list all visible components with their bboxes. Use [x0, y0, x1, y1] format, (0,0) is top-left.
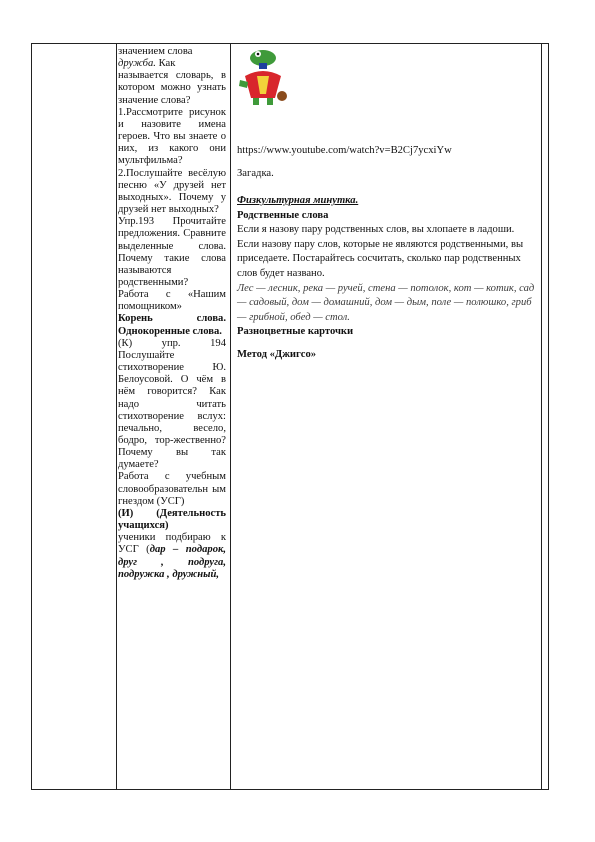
text-fragment: Как [155, 58, 176, 70]
word-pairs: Лес — лесник, река — ручей, стена — потолок, кот — котик, сад — садовый, дом — домашний, дом — дым, поле — полюшко, гриб — грибной, обед — стол. [237, 282, 535, 323]
riddle-label: Загадка. [237, 168, 274, 179]
physical-exercise-block [237, 194, 537, 340]
exercise-194: (К) упр. 194 Послушайте стихотворение Ю. Белоусовой. О чём в нём говорится? Как надо читать стихотворение вслух: печально, весело, бодро, тор-жественно? Почему вы так думаете? [118, 337, 226, 471]
root-heading: Корень слова. Однокоренные слова. [118, 313, 226, 337]
helper-work: Работа с «Нашим помощником» [118, 289, 226, 313]
text-line: называется словарь, в котором можно узнать значение слова? [118, 70, 226, 106]
student-activity: (И) (Деятельность учащихся) [118, 507, 226, 532]
exercise-instructions: Если я назову пару родственных слов, вы хлопаете в ладоши. Если назову пару слов, которые не являются родственными, вы приседаете. Постарайтесь сосчитать, сколько пар родственных слов будет названо. [237, 224, 524, 279]
related-words-title: Родственные слова [237, 209, 329, 221]
text-fragment: ученики подбираю к УСГ ( [118, 532, 226, 556]
crocodile-gena-illustration [235, 46, 291, 108]
usg-work: Работа с учебным словообразовательн ым гнездом (УСГ) [118, 471, 226, 507]
task-2: 2.Послушайте весёлую песню «У друзей нет выходных». Почему у друзей нет выходных? [118, 167, 226, 216]
jigsaw-method-label: Метод «Джигсо» [237, 349, 317, 360]
exercise-193: Упр.193 Прочитайте предложения. Сравните выделенные слова. Почему такие слова называются родственными? [118, 216, 226, 288]
physical-exercise-title: Физкультурная минутка. [237, 195, 359, 206]
activity-column [118, 46, 226, 581]
video-link[interactable]: https://www.youtube.com/watch?v=B2Cj7ycxiYw [237, 145, 452, 156]
word-druzhba: дружба. [118, 58, 156, 70]
column-divider [230, 44, 231, 789]
word-list: дар – подарок, друг , подруга, подружка , дружный, [118, 544, 227, 580]
task-1: 1.Рассмотрите рисунок и назовите имена героев. Что вы знаете о них, из какого они мультфильма? [118, 106, 226, 167]
column-divider [116, 44, 117, 789]
column-divider [541, 44, 542, 789]
colored-cards-label: Разноцветные карточки [237, 326, 354, 338]
lesson-table [31, 43, 549, 790]
text-line: значением слова [118, 46, 193, 57]
